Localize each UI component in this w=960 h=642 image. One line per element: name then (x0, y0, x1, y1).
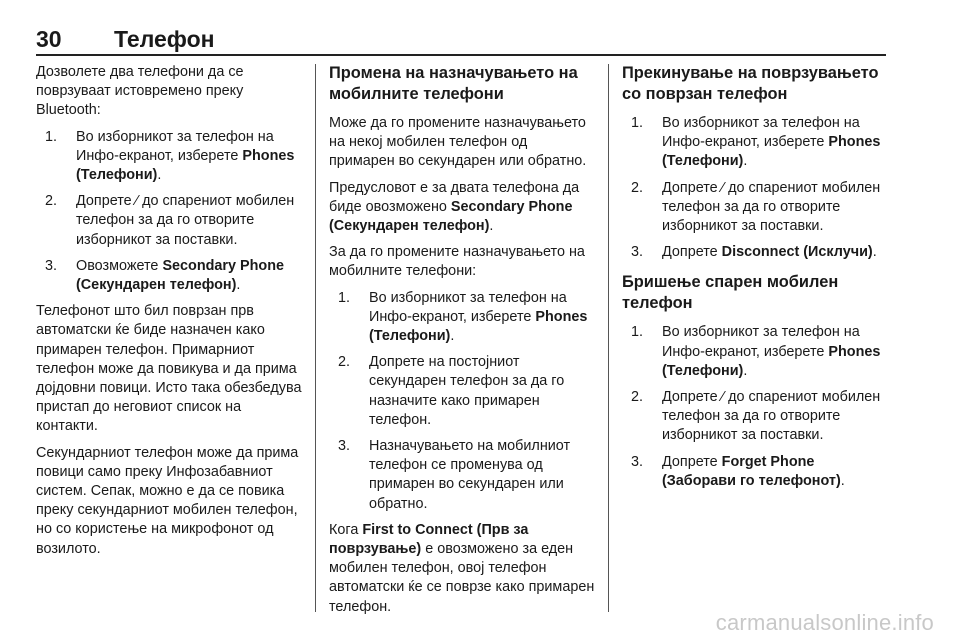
step-number: 2. (631, 179, 644, 196)
step-after: . (157, 167, 162, 184)
page-header (36, 24, 886, 56)
col1-intro: Дозволете два телефони да се поврзуваат истовремено преку Bluetooth: (36, 64, 244, 119)
list-item (329, 289, 595, 347)
step-after: . (450, 328, 455, 345)
step-number: 2. (45, 193, 58, 210)
col2-para4 (329, 521, 595, 617)
step-number: 3. (631, 244, 644, 261)
step-bold: Disconnect (Исклучи) (721, 244, 873, 261)
column-2 (329, 63, 595, 624)
step-number: 1. (631, 324, 644, 341)
step-text: Допрете ⁄ до спарениот мобилен телефон за да го отворите изборникот за поставки. (662, 389, 881, 444)
step-number: 3. (631, 453, 644, 470)
step-text: Во изборникот за телефон на Инфо-екранот, изберете (76, 128, 274, 164)
step-after: . (236, 277, 241, 294)
step-number: 3. (338, 438, 351, 455)
col2-para3: За да го промените назначувањето на мобилните телефони: (329, 244, 585, 280)
list-item (36, 257, 304, 295)
step-text: Допрете (662, 453, 722, 470)
step-number: 1. (631, 115, 644, 131)
list-item (622, 114, 892, 172)
para-bold: First to Connect (Прв за поврзување) (329, 521, 529, 558)
step-bold: Phones (Телефони) (76, 147, 295, 184)
step-after: . (872, 244, 877, 261)
list-item (36, 192, 304, 250)
list-item (622, 179, 892, 237)
step-bold: Phones (Телефони) (369, 308, 588, 345)
page-title: Телефон (114, 26, 215, 52)
step-text: Допрете на постојниот секундарен телефон за да го назначите како примарен телефон. (369, 354, 565, 428)
col1-para2: Секундарниот телефон може да прима повици само преку Инфозабавниот систем. Сепак, можно е да се повика преку секундарниот мобилен телефон, но со користење на микрофонот од возилото. (36, 444, 299, 557)
step-text: Назначувањето на мобилниот телефон се променува од примарен во секундарен или обратно. (369, 438, 571, 512)
page-number: 30 (36, 26, 62, 52)
step-text: Овозможете (76, 257, 163, 274)
col2-steps (329, 289, 595, 514)
col3-heading-2: Бришење спарен мобилен телефон (622, 273, 839, 313)
step-number: 1. (338, 289, 351, 306)
para-bold: Secondary Phone (Секундарен телефон) (329, 198, 573, 235)
para-text: Предусловот е за двата телефона да биде овозможено (329, 179, 580, 215)
header-rule (36, 54, 886, 56)
list-item (36, 128, 304, 186)
step-after: . (743, 362, 748, 379)
step-bold: Phones (Телефони) (662, 134, 881, 170)
step-number: 2. (631, 389, 644, 406)
col2-heading: Промена на назначувањето на мобилните телефони (329, 64, 578, 103)
column-divider-2 (608, 64, 609, 612)
watermark-logo: carmanualsonline.info (715, 610, 934, 635)
list-item (329, 353, 595, 430)
col3-heading-1: Прекинување на поврзувањето со поврзан телефон (622, 64, 879, 103)
para-after: е овозможено за еден мобилен телефон, овој телефон автоматски ќе се поврзе како примарен телефон. (329, 541, 595, 615)
step-number: 1. (45, 128, 58, 145)
step-bold: Secondary Phone (Секундарен телефон) (76, 257, 284, 294)
list-item (622, 453, 892, 491)
col3-steps-2 (622, 323, 892, 491)
list-item (622, 243, 892, 262)
step-after: . (743, 153, 748, 170)
step-text: Допрете (662, 244, 722, 261)
step-bold: Phones (Телефони) (662, 343, 881, 379)
col2-para2 (329, 179, 595, 237)
step-text: Допрете ⁄ до спарениот мобилен телефон за да го отворите изборникот за поставки. (662, 179, 881, 235)
step-text: Допрете ⁄ до спарениот мобилен телефон за да го отворите изборникот за поставки. (76, 193, 295, 248)
step-after: . (840, 472, 845, 489)
col3-steps-1 (622, 114, 892, 262)
list-item (329, 437, 595, 514)
para-after: . (489, 218, 494, 235)
step-number: 2. (338, 354, 351, 371)
step-bold: Forget Phone (Заборави го телефонот) (662, 453, 841, 489)
para-text: Кога (329, 521, 363, 538)
step-number: 3. (45, 257, 58, 274)
column-3 (622, 63, 892, 498)
step-text: Во изборникот за телефон на Инфо-екранот, изберете (662, 115, 860, 151)
column-divider-1 (315, 64, 316, 612)
step-text: Во изборникот за телефон на Инфо-екранот, изберете (662, 324, 860, 360)
step-text: Во изборникот за телефон на Инфо-екранот, изберете (369, 289, 567, 325)
list-item (622, 323, 892, 381)
col1-para1: Телефонот што бил поврзан прв автоматски ќе биде назначен како примарен телефон. Примарниот телефон може да повикува и да прима дојдовни повици. Исто така обезбедува пристап до неговиот список на контакти. (36, 303, 302, 435)
list-item (622, 388, 892, 446)
column-1 (36, 63, 304, 566)
col2-para1: Може да го промените назначувањето на некој мобилен телефон од примарен во секундарен или обратно. (329, 115, 587, 170)
col1-steps (36, 128, 304, 296)
